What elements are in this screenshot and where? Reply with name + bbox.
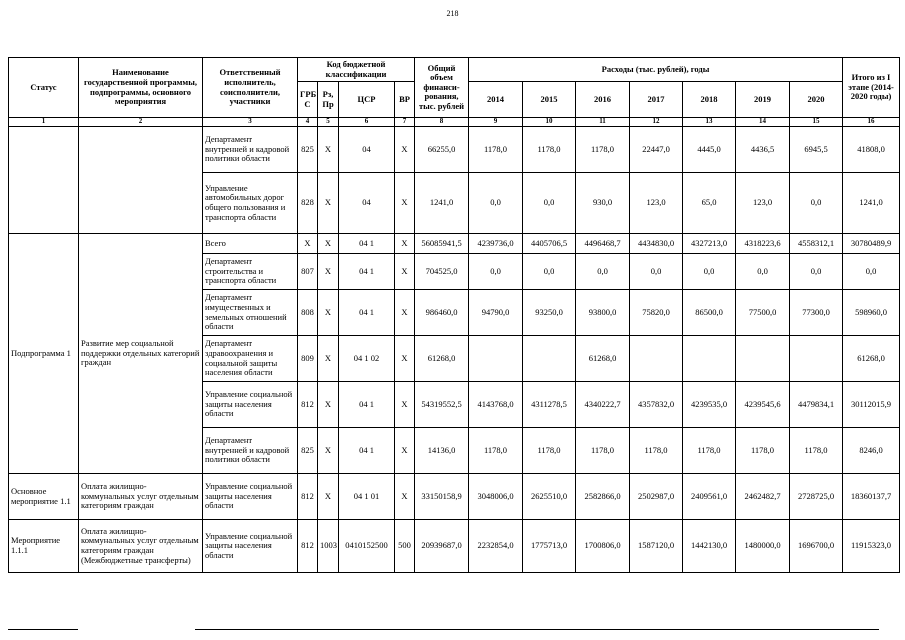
column-index: 11 — [576, 118, 630, 127]
budget-table — [8, 57, 900, 573]
total-volume-cell: 986460,0 — [415, 290, 469, 336]
executor-cell: Департамент имущественных и земельных отношений области — [203, 290, 298, 336]
itogo-cell: 0,0 — [843, 254, 900, 290]
rzpr-cell: X — [318, 173, 339, 234]
year-value-cell: 2409561,0 — [683, 474, 736, 520]
total-volume-cell: 54319552,5 — [415, 382, 469, 428]
header-executor: Ответственный исполнитель, соисполнители, участники — [203, 58, 298, 118]
csr-cell: 04 1 — [339, 428, 395, 474]
rzpr-cell: X — [318, 234, 339, 254]
year-value-cell: 93800,0 — [576, 290, 630, 336]
year-value-cell: 93250,0 — [523, 290, 576, 336]
year-value-cell: 0,0 — [790, 173, 843, 234]
year-value-cell: 1696700,0 — [790, 520, 843, 573]
header-itogo: Итого из I этапе (2014-2020 годы) — [843, 58, 900, 118]
executor-cell: Управление социальной защиты населения области — [203, 520, 298, 573]
header-year: 2016 — [576, 82, 630, 118]
year-value-cell: 1178,0 — [736, 428, 790, 474]
year-value-cell — [630, 336, 683, 382]
grbs-cell: 807 — [298, 254, 318, 290]
year-value-cell: 123,0 — [630, 173, 683, 234]
header-total-volume: Общий объем финанси-рования, тыс. рублей — [415, 58, 469, 118]
header-vr: ВР — [395, 82, 415, 118]
header-year: 2017 — [630, 82, 683, 118]
year-value-cell: 2462482,7 — [736, 474, 790, 520]
year-value-cell: 22447,0 — [630, 127, 683, 173]
year-value-cell: 4340222,7 — [576, 382, 630, 428]
csr-cell: 04 — [339, 173, 395, 234]
header-year: 2015 — [523, 82, 576, 118]
header-rzpr: Рз, Пр — [318, 82, 339, 118]
executor-cell: Департамент внутренней и кадровой политики области — [203, 127, 298, 173]
year-value-cell: 1178,0 — [790, 428, 843, 474]
year-value-cell: 1178,0 — [683, 428, 736, 474]
year-value-cell: 2625510,0 — [523, 474, 576, 520]
itogo-cell: 1241,0 — [843, 173, 900, 234]
grbs-cell: 812 — [298, 520, 318, 573]
column-index: 12 — [630, 118, 683, 127]
vr-cell: X — [395, 428, 415, 474]
year-value-cell: 4436,5 — [736, 127, 790, 173]
year-value-cell: 2728725,0 — [790, 474, 843, 520]
column-index: 3 — [203, 118, 298, 127]
total-volume-cell: 1241,0 — [415, 173, 469, 234]
executor-cell: Управление социальной защиты населения области — [203, 474, 298, 520]
grbs-cell: 808 — [298, 290, 318, 336]
csr-cell: 04 1 — [339, 254, 395, 290]
itogo-cell: 11915323,0 — [843, 520, 900, 573]
header-expenses: Расходы (тыс. рублей), годы — [469, 58, 843, 82]
year-value-cell: 0,0 — [790, 254, 843, 290]
year-value-cell — [736, 336, 790, 382]
year-value-cell: 1178,0 — [576, 428, 630, 474]
year-value-cell: 123,0 — [736, 173, 790, 234]
table-row — [9, 520, 900, 573]
status-cell: Основное мероприятие 1.1 — [9, 474, 79, 520]
rzpr-cell: X — [318, 254, 339, 290]
year-value-cell: 75820,0 — [630, 290, 683, 336]
grbs-cell: 809 — [298, 336, 318, 382]
year-value-cell: 4327213,0 — [683, 234, 736, 254]
total-volume-cell: 704525,0 — [415, 254, 469, 290]
executor-cell: Департамент здравоохранения и социальной защиты населения области — [203, 336, 298, 382]
year-value-cell: 1178,0 — [576, 127, 630, 173]
itogo-cell: 8246,0 — [843, 428, 900, 474]
grbs-cell: 825 — [298, 428, 318, 474]
year-value-cell: 2232854,0 — [469, 520, 523, 573]
rzpr-cell: X — [318, 290, 339, 336]
year-value-cell: 4311278,5 — [523, 382, 576, 428]
footer-rule — [195, 629, 879, 630]
table-row — [9, 127, 900, 173]
grbs-cell: X — [298, 234, 318, 254]
rzpr-cell: X — [318, 336, 339, 382]
year-value-cell: 4239545,6 — [736, 382, 790, 428]
year-value-cell: 0,0 — [523, 254, 576, 290]
year-value-cell: 1178,0 — [630, 428, 683, 474]
vr-cell: X — [395, 234, 415, 254]
year-value-cell: 2582866,0 — [576, 474, 630, 520]
executor-cell: Управление социальной защиты населения области — [203, 382, 298, 428]
year-value-cell: 4239736,0 — [469, 234, 523, 254]
column-index: 14 — [736, 118, 790, 127]
year-value-cell: 0,0 — [736, 254, 790, 290]
column-index: 1 — [9, 118, 79, 127]
column-index: 16 — [843, 118, 900, 127]
year-value-cell: 0,0 — [683, 254, 736, 290]
year-value-cell: 1178,0 — [523, 127, 576, 173]
program-name-cell — [79, 127, 203, 234]
column-index: 4 — [298, 118, 318, 127]
year-value-cell: 4318223,6 — [736, 234, 790, 254]
year-value-cell — [469, 336, 523, 382]
year-value-cell: 0,0 — [469, 254, 523, 290]
total-volume-cell: 20939687,0 — [415, 520, 469, 573]
program-name-cell: Оплата жилищно-коммунальных услуг отдельным категориям граждан (Межбюджетные трансферты) — [79, 520, 203, 573]
year-value-cell: 0,0 — [469, 173, 523, 234]
vr-cell: X — [395, 474, 415, 520]
year-value-cell: 1700806,0 — [576, 520, 630, 573]
year-value-cell: 6945,5 — [790, 127, 843, 173]
year-value-cell — [790, 336, 843, 382]
grbs-cell: 828 — [298, 173, 318, 234]
footer-rule — [8, 629, 78, 630]
vr-cell: X — [395, 127, 415, 173]
column-index: 2 — [79, 118, 203, 127]
year-value-cell: 0,0 — [576, 254, 630, 290]
total-volume-cell: 66255,0 — [415, 127, 469, 173]
year-value-cell: 1480000,0 — [736, 520, 790, 573]
grbs-cell: 825 — [298, 127, 318, 173]
vr-cell: X — [395, 382, 415, 428]
rzpr-cell: X — [318, 127, 339, 173]
itogo-cell: 598960,0 — [843, 290, 900, 336]
vr-cell: X — [395, 290, 415, 336]
year-value-cell: 4143768,0 — [469, 382, 523, 428]
program-name-cell: Оплата жилищно-коммунальных услуг отдельным категориям граждан — [79, 474, 203, 520]
vr-cell: X — [395, 254, 415, 290]
vr-cell: X — [395, 173, 415, 234]
column-index: 9 — [469, 118, 523, 127]
year-value-cell: 4405706,5 — [523, 234, 576, 254]
year-value-cell: 2502987,0 — [630, 474, 683, 520]
grbs-cell: 812 — [298, 382, 318, 428]
column-index: 13 — [683, 118, 736, 127]
column-index-row — [9, 118, 900, 127]
total-volume-cell: 61268,0 — [415, 336, 469, 382]
total-volume-cell: 33150158,9 — [415, 474, 469, 520]
year-value-cell: 4357832,0 — [630, 382, 683, 428]
year-value-cell: 1442130,0 — [683, 520, 736, 573]
year-value-cell: 4558312,1 — [790, 234, 843, 254]
rzpr-cell: X — [318, 428, 339, 474]
csr-cell: 04 1 — [339, 234, 395, 254]
year-value-cell: 1178,0 — [469, 428, 523, 474]
header-name: Наименование государственной программы, подпрограммы, основного мероприятия — [79, 58, 203, 118]
year-value-cell: 1178,0 — [523, 428, 576, 474]
year-value-cell: 4479834,1 — [790, 382, 843, 428]
status-cell — [9, 127, 79, 234]
column-index: 10 — [523, 118, 576, 127]
csr-cell: 0410152500 — [339, 520, 395, 573]
itogo-cell: 30112015,9 — [843, 382, 900, 428]
itogo-cell: 41808,0 — [843, 127, 900, 173]
year-value-cell: 4496468,7 — [576, 234, 630, 254]
rzpr-cell: X — [318, 382, 339, 428]
executor-cell: Всего — [203, 234, 298, 254]
header-status: Статус — [9, 58, 79, 118]
column-index: 6 — [339, 118, 395, 127]
year-value-cell: 65,0 — [683, 173, 736, 234]
column-index: 8 — [415, 118, 469, 127]
header-year: 2020 — [790, 82, 843, 118]
itogo-cell: 18360137,7 — [843, 474, 900, 520]
year-value-cell: 86500,0 — [683, 290, 736, 336]
table-row — [9, 474, 900, 520]
year-value-cell: 3048006,0 — [469, 474, 523, 520]
year-value-cell: 4239535,0 — [683, 382, 736, 428]
grbs-cell: 812 — [298, 474, 318, 520]
rzpr-cell: X — [318, 474, 339, 520]
total-volume-cell: 56085941,5 — [415, 234, 469, 254]
header-grbs: ГРБ С — [298, 82, 318, 118]
header-year: 2014 — [469, 82, 523, 118]
status-cell: Мероприятие 1.1.1 — [9, 520, 79, 573]
header-csr: ЦСР — [339, 82, 395, 118]
year-value-cell: 0,0 — [630, 254, 683, 290]
csr-cell: 04 1 — [339, 382, 395, 428]
vr-cell: X — [395, 336, 415, 382]
year-value-cell: 4434830,0 — [630, 234, 683, 254]
csr-cell: 04 — [339, 127, 395, 173]
year-value-cell — [683, 336, 736, 382]
year-value-cell: 930,0 — [576, 173, 630, 234]
year-value-cell: 61268,0 — [576, 336, 630, 382]
year-value-cell: 1178,0 — [469, 127, 523, 173]
vr-cell: 500 — [395, 520, 415, 573]
year-value-cell: 0,0 — [523, 173, 576, 234]
csr-cell: 04 1 01 — [339, 474, 395, 520]
program-name-cell: Развитие мер социальной поддержки отдельных категорий граждан — [79, 234, 203, 474]
csr-cell: 04 1 — [339, 290, 395, 336]
year-value-cell: 4445,0 — [683, 127, 736, 173]
header-year: 2019 — [736, 82, 790, 118]
year-value-cell — [523, 336, 576, 382]
header-year: 2018 — [683, 82, 736, 118]
year-value-cell: 94790,0 — [469, 290, 523, 336]
table-row — [9, 234, 900, 254]
total-volume-cell: 14136,0 — [415, 428, 469, 474]
itogo-cell: 61268,0 — [843, 336, 900, 382]
page-number: 218 — [446, 9, 459, 18]
column-index: 15 — [790, 118, 843, 127]
column-index: 7 — [395, 118, 415, 127]
header-budget-code: Код бюджетной классификации — [298, 58, 415, 82]
executor-cell: Управление автомобильных дорог общего пользования и транспорта области — [203, 173, 298, 234]
column-index: 5 — [318, 118, 339, 127]
csr-cell: 04 1 02 — [339, 336, 395, 382]
rzpr-cell: 1003 — [318, 520, 339, 573]
year-value-cell: 77500,0 — [736, 290, 790, 336]
executor-cell: Департамент внутренней и кадровой политики области — [203, 428, 298, 474]
year-value-cell: 77300,0 — [790, 290, 843, 336]
year-value-cell: 1587120,0 — [630, 520, 683, 573]
status-cell: Подпрограмма 1 — [9, 234, 79, 474]
itogo-cell: 30780489,9 — [843, 234, 900, 254]
year-value-cell: 1775713,0 — [523, 520, 576, 573]
executor-cell: Департамент строительства и транспорта области — [203, 254, 298, 290]
